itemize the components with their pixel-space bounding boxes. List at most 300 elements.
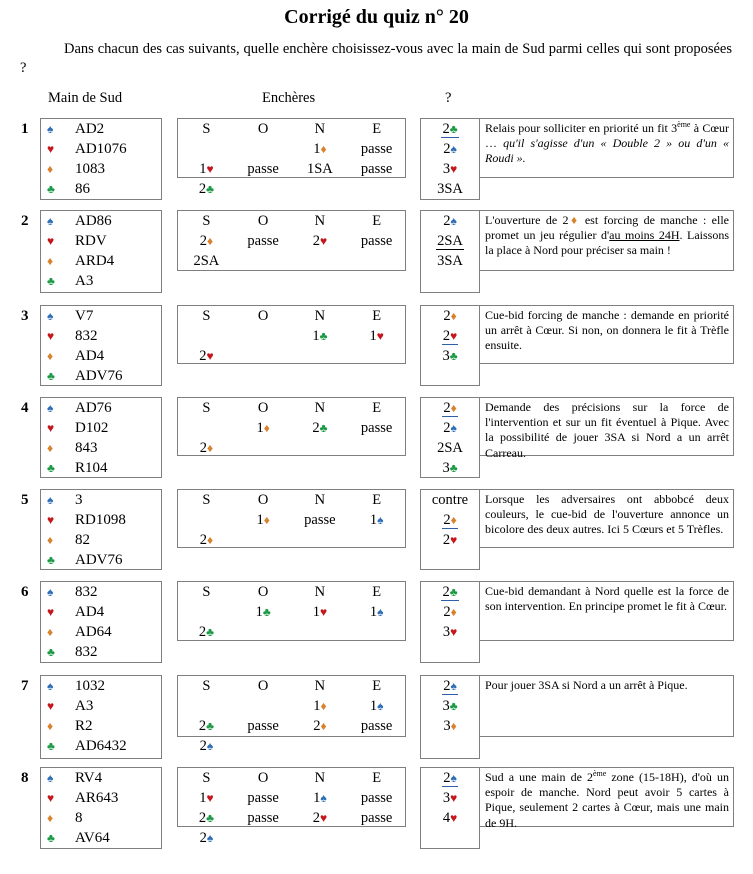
- south-hand: [40, 210, 162, 293]
- answer-option: [421, 211, 479, 231]
- comment-text: [479, 397, 734, 460]
- auction-column-header: S: [202, 770, 211, 786]
- answer-text: 3SA: [437, 181, 463, 197]
- spade-icon: ♠: [47, 214, 54, 228]
- problem-number: 3: [21, 308, 29, 324]
- comment-segment: zone (15-18H), d'où un espoir de manche. Nord peut avoir 5 cartes à Pique, seulement 2 cartes à Cœur, mais une main de 9H.: [485, 770, 729, 830]
- auction-bid: passe: [360, 420, 393, 436]
- auction-bid: [292, 736, 349, 756]
- auction-bid: passe: [360, 141, 393, 157]
- auction-bid: [348, 251, 405, 271]
- spade-icon: ♠: [47, 401, 54, 415]
- comment-text: [479, 305, 734, 364]
- auction-bid: [292, 231, 349, 251]
- header-question: ?: [445, 90, 452, 106]
- bid-level: 1: [369, 512, 378, 528]
- correct-answer: [421, 231, 479, 251]
- answer-option: [421, 458, 479, 478]
- auction-bid: 2SA: [193, 253, 220, 269]
- club-icon: ♣: [449, 461, 458, 475]
- club-icon: ♣: [449, 349, 458, 363]
- answer-options: [420, 397, 480, 478]
- spade-icon: ♠: [450, 679, 457, 693]
- hand-suit-row: [41, 582, 161, 602]
- bid-level: 2: [312, 233, 320, 249]
- diamond-icon: ♦: [47, 811, 54, 825]
- answer-text: [443, 161, 457, 177]
- heart-icon: ♥: [47, 605, 55, 619]
- auction-header: [178, 490, 405, 510]
- auction-bid: [178, 139, 235, 159]
- bid-level: 2: [199, 738, 207, 754]
- correct-answer: [421, 326, 479, 346]
- answer-text: [442, 698, 457, 714]
- auction-bid: [178, 828, 235, 848]
- bid-level: 2: [443, 420, 451, 436]
- spade-icon: ♠: [47, 771, 54, 785]
- answer-text: 3SA: [437, 253, 463, 269]
- answer-text: [443, 718, 456, 734]
- auction-bid: [348, 602, 405, 622]
- auction-header: [178, 582, 405, 602]
- answer-option: [421, 306, 479, 326]
- auction-bid: passe: [247, 233, 279, 249]
- auction-bid: [348, 696, 405, 716]
- bid-level: 1: [256, 512, 264, 528]
- auction-header: [178, 398, 405, 418]
- auction-bid: [235, 530, 292, 550]
- spade-icon: ♠: [206, 831, 214, 845]
- heart-icon: ♥: [319, 605, 328, 619]
- hand-cards: A3: [75, 698, 94, 714]
- diamond-icon: ♦: [450, 309, 457, 323]
- auction-table: [177, 397, 406, 456]
- hand-suit-row: [41, 211, 161, 231]
- bid-level: 2: [443, 400, 451, 416]
- auction-bid: [292, 179, 349, 199]
- hand-suit-row: [41, 398, 161, 418]
- comment-segment: Demande des précisions sur la force de l'intervention et sur un fit éventuel à Pique. Avec la possibilité de jouer 3SA si Nord a un arrêt Carreau.: [485, 400, 729, 460]
- auction-column-header: N: [314, 213, 326, 229]
- auction-bid: passe: [304, 512, 336, 528]
- bid-level: 1: [256, 420, 264, 436]
- hand-suit-row: [41, 119, 161, 139]
- comment-text: [479, 210, 734, 271]
- hand-cards: AD64: [75, 624, 112, 640]
- answer-option: [421, 179, 479, 199]
- auction-column-header: O: [257, 308, 269, 324]
- bid-level: 1: [313, 698, 321, 714]
- auction-bid: [292, 622, 349, 642]
- auction-bid: [292, 418, 349, 438]
- auction-bid: [348, 828, 405, 848]
- hand-cards: AR643: [75, 790, 119, 806]
- auction-bid: [235, 622, 292, 642]
- hand-suit-row: [41, 510, 161, 530]
- auction-column-header: O: [257, 678, 269, 694]
- diamond-icon: ♦: [568, 213, 580, 227]
- spade-icon: ♠: [47, 493, 54, 507]
- bid-level: 2: [442, 121, 450, 137]
- hand-suit-row: [41, 642, 161, 662]
- bid-level: 2: [443, 770, 451, 786]
- auction-bid: [235, 346, 292, 366]
- header-main-de-sud: Main de Sud: [48, 90, 123, 106]
- auction-bid: [178, 622, 235, 642]
- problem-number: 5: [21, 492, 29, 508]
- auction-bid: [235, 602, 292, 622]
- club-icon: ♣: [319, 421, 328, 435]
- heart-icon: ♥: [47, 513, 55, 527]
- bid-level: 2: [442, 328, 451, 344]
- comment-segment: est forcing de manche : elle promet un jeu régulier d': [485, 213, 730, 243]
- hand-suit-row: [41, 736, 161, 756]
- auction-bid: [292, 139, 349, 159]
- answer-option: [421, 530, 479, 550]
- comment-text: [479, 767, 734, 830]
- auction-bid: [178, 510, 235, 530]
- answer-text: [443, 624, 457, 640]
- south-hand: [40, 305, 162, 386]
- bid-level: 2: [199, 348, 207, 364]
- bid-level: 1: [369, 328, 377, 344]
- heart-icon: ♥: [450, 533, 458, 547]
- bid-level: 1: [313, 790, 321, 806]
- auction-column-header: N: [314, 770, 326, 786]
- club-icon: ♣: [262, 605, 271, 619]
- auction-bid: [348, 736, 405, 756]
- answer-option: [421, 716, 479, 736]
- comment-segment: au moins 24H: [609, 228, 680, 243]
- answer-text: [442, 460, 457, 476]
- auction-bid: [235, 828, 292, 848]
- auction-column-header: E: [372, 400, 382, 416]
- comment-text: [479, 675, 734, 737]
- auction-row: [178, 346, 405, 366]
- hand-suit-row: [41, 490, 161, 510]
- bid-level: 2: [442, 532, 451, 548]
- spade-icon: ♠: [450, 142, 457, 156]
- problem-number: 6: [21, 584, 29, 600]
- heart-icon: ♥: [47, 421, 55, 435]
- answer-options: [420, 767, 480, 849]
- hand-cards: AD4: [75, 348, 105, 364]
- hand-suit-row: [41, 326, 161, 346]
- club-icon: ♣: [206, 719, 214, 733]
- auction-column-header: O: [257, 584, 269, 600]
- auction-table: [177, 305, 406, 364]
- heart-icon: ♥: [47, 329, 55, 343]
- south-hand: [40, 581, 162, 663]
- hand-cards: 832: [75, 584, 98, 600]
- auction-column-header: S: [202, 400, 211, 416]
- hand-cards: D102: [75, 420, 109, 436]
- hand-suit-row: [41, 808, 161, 828]
- heart-icon: ♥: [47, 234, 55, 248]
- diamond-icon: ♦: [450, 401, 457, 415]
- answer-text: [442, 348, 457, 364]
- answer-text: [443, 420, 457, 436]
- auction-bid: passe: [360, 718, 393, 734]
- spade-icon: ♠: [450, 421, 457, 435]
- hand-suit-row: [41, 418, 161, 438]
- south-hand: [40, 489, 162, 570]
- bid-level: 2: [443, 678, 451, 694]
- diamond-icon: ♦: [47, 162, 54, 176]
- auction-bid: [292, 346, 349, 366]
- bid-level: 3: [442, 790, 451, 806]
- spade-icon: ♠: [47, 309, 54, 323]
- answer-option: [421, 251, 479, 271]
- bid-level: 2: [312, 420, 320, 436]
- bid-level: 2: [199, 830, 207, 846]
- auction-bid: [178, 438, 235, 458]
- spade-icon: ♠: [450, 214, 457, 228]
- answer-option: [421, 139, 479, 159]
- club-icon: ♣: [47, 182, 55, 196]
- hand-suit-row: [41, 716, 161, 736]
- auction-bid: [178, 326, 235, 346]
- hand-suit-row: [41, 458, 161, 478]
- comment-segment: à Cœur …: [485, 121, 729, 151]
- club-icon: ♣: [449, 585, 458, 599]
- bid-level: 2: [198, 810, 207, 826]
- bid-level: 1: [255, 604, 263, 620]
- hand-suit-row: [41, 231, 161, 251]
- auction-bid: [292, 602, 349, 622]
- auction-row: [178, 696, 405, 716]
- auction-row: [178, 530, 405, 550]
- diamond-icon: ♦: [263, 421, 270, 435]
- hand-cards: A3: [75, 273, 94, 289]
- auction-column-header: E: [372, 678, 382, 694]
- hand-suit-row: [41, 139, 161, 159]
- auction-bid: passe: [247, 718, 279, 734]
- auction-bid: [348, 510, 405, 530]
- heart-icon: ♥: [319, 234, 328, 248]
- hand-suit-row: [41, 366, 161, 386]
- hand-suit-row: [41, 346, 161, 366]
- auction-column-header: S: [202, 492, 211, 508]
- correct-answer: [421, 676, 479, 696]
- hand-suit-row: [41, 530, 161, 550]
- club-icon: ♣: [319, 329, 328, 343]
- auction-bid: [235, 736, 292, 756]
- spade-icon: ♠: [377, 605, 384, 619]
- bid-level: 2: [198, 624, 207, 640]
- bid-level: 3: [442, 624, 451, 640]
- heart-icon: ♥: [450, 625, 458, 639]
- auction-bid: [235, 418, 292, 438]
- answer-option: [421, 438, 479, 458]
- club-icon: ♣: [47, 645, 55, 659]
- diamond-icon: ♦: [450, 605, 457, 619]
- diamond-icon: ♦: [450, 719, 457, 733]
- bid-level: 2: [199, 532, 207, 548]
- auction-bid: [348, 530, 405, 550]
- spade-icon: ♠: [450, 771, 457, 785]
- diamond-icon: ♦: [47, 719, 54, 733]
- correct-answer: [421, 510, 479, 530]
- bid-level: 2: [198, 718, 207, 734]
- auction-column-header: O: [257, 400, 269, 416]
- answer-options: [420, 305, 480, 386]
- spade-icon: ♠: [206, 739, 214, 753]
- hand-cards: 8: [75, 810, 83, 826]
- south-hand: [40, 397, 162, 478]
- answer-option: [421, 808, 479, 828]
- diamond-icon: ♦: [47, 441, 54, 455]
- correct-answer: [421, 398, 479, 418]
- answer-options: [420, 118, 480, 200]
- auction-bid: [178, 788, 235, 808]
- bid-level: 1: [313, 141, 321, 157]
- bid-level: 1: [312, 328, 320, 344]
- hand-cards: 832: [75, 328, 98, 344]
- auction-bid: [235, 251, 292, 271]
- auction-column-header: S: [202, 584, 211, 600]
- answer-text: 2SA: [437, 440, 463, 456]
- hand-suit-row: [41, 271, 161, 291]
- auction-column-header: N: [314, 400, 326, 416]
- hand-cards: AD2: [75, 121, 105, 137]
- south-hand: [40, 675, 162, 759]
- bid-level: 2: [199, 440, 207, 456]
- diamond-icon: ♦: [320, 719, 327, 733]
- auction-table: [177, 675, 406, 754]
- bid-level: 2: [442, 584, 450, 600]
- hand-suit-row: [41, 251, 161, 271]
- auction-column-header: N: [314, 584, 326, 600]
- hand-suit-row: [41, 438, 161, 458]
- auction-row: [178, 179, 405, 199]
- auction-bid: [348, 622, 405, 642]
- auction-bid: [235, 179, 292, 199]
- auction-row: [178, 736, 405, 756]
- bid-level: 4: [442, 810, 451, 826]
- auction-bid: passe: [247, 161, 279, 177]
- comment-segment: Cue-bid forcing de manche : demande en priorité un arrêt à Cœur. Si non, on donnera le fit à Trèfle ensuite.: [485, 308, 729, 353]
- auction-bid: [235, 510, 292, 530]
- answer-option: [421, 418, 479, 438]
- correct-answer: [421, 582, 479, 602]
- problem-number: 2: [21, 213, 29, 229]
- auction-table: [177, 210, 406, 271]
- spade-icon: ♠: [320, 791, 327, 805]
- auction-column-header: E: [372, 308, 382, 324]
- correct-answer: [421, 119, 479, 139]
- club-icon: ♣: [47, 369, 55, 383]
- heart-icon: ♥: [206, 349, 214, 363]
- bid-level: 1: [312, 604, 320, 620]
- comment-text: [479, 489, 734, 548]
- answer-text: [443, 532, 457, 548]
- hand-cards: R104: [75, 460, 108, 476]
- hand-suit-row: [41, 602, 161, 622]
- hand-cards: RV4: [75, 770, 103, 786]
- spade-icon: ♠: [377, 699, 384, 713]
- auction-bid: [292, 716, 349, 736]
- heart-icon: ♥: [450, 811, 458, 825]
- auction-column-header: O: [257, 770, 269, 786]
- auction-column-header: S: [202, 308, 211, 324]
- answer-option: [421, 788, 479, 808]
- auction-table: [177, 118, 406, 197]
- auction-bid: [348, 346, 405, 366]
- diamond-icon: ♦: [206, 234, 214, 248]
- club-icon: ♣: [206, 625, 214, 639]
- hand-suit-row: [41, 788, 161, 808]
- bid-level: 3: [442, 460, 450, 476]
- club-icon: ♣: [449, 122, 458, 136]
- club-icon: ♣: [206, 811, 214, 825]
- hand-cards: RDV: [75, 233, 107, 249]
- answer-text: [442, 328, 458, 345]
- comment-text: [479, 118, 734, 178]
- auction-bid: passe: [247, 810, 279, 826]
- spade-icon: ♠: [377, 513, 384, 527]
- auction-bid: [178, 808, 235, 828]
- comment-segment: . Laissons la place à Nord pour préciser sa main !: [485, 228, 730, 258]
- answer-text: 2SA: [437, 233, 463, 249]
- auction-row: [178, 231, 405, 251]
- auction-bid: [235, 696, 292, 716]
- diamond-icon: ♦: [47, 533, 54, 547]
- answer-text: [443, 213, 457, 229]
- auction-column-header: S: [202, 678, 211, 694]
- hand-suit-row: [41, 828, 161, 848]
- heart-icon: ♥: [319, 811, 328, 825]
- auction-column-header: N: [314, 121, 326, 137]
- club-icon: ♣: [47, 274, 55, 288]
- comment-segment: Sud a une main de 2: [485, 770, 593, 784]
- answer-option: [421, 622, 479, 642]
- diamond-icon: ♦: [47, 349, 54, 363]
- problem-number: 4: [21, 400, 29, 416]
- auction-bid: [348, 438, 405, 458]
- answer-text: [443, 604, 456, 620]
- diamond-icon: ♦: [47, 254, 54, 268]
- hand-cards: RD1098: [75, 512, 126, 528]
- hand-cards: 82: [75, 532, 90, 548]
- heart-icon: ♥: [47, 699, 55, 713]
- comment-segment: qu'il s'agisse d'un « Double 2 » ou d'un « Roudi ».: [485, 136, 729, 166]
- answer-options: [420, 581, 480, 663]
- auction-column-header: N: [314, 678, 326, 694]
- club-icon: ♣: [449, 699, 458, 713]
- spade-icon: ♠: [47, 679, 54, 693]
- answer-option: [421, 490, 479, 510]
- club-icon: ♣: [206, 182, 214, 196]
- hand-cards: AD1076: [75, 141, 127, 157]
- hand-cards: 1032: [75, 678, 105, 694]
- south-hand: [40, 118, 162, 200]
- bid-level: 2: [312, 810, 320, 826]
- auction-bid: [292, 326, 349, 346]
- hand-cards: ARD4: [75, 253, 115, 269]
- hand-suit-row: [41, 768, 161, 788]
- hand-cards: 86: [75, 181, 90, 197]
- auction-bid: [292, 438, 349, 458]
- auction-table: [177, 767, 406, 846]
- hand-cards: AD6432: [75, 738, 127, 754]
- auction-column-header: E: [372, 492, 382, 508]
- answer-option: [421, 602, 479, 622]
- auction-column-header: E: [372, 213, 382, 229]
- auction-bid: [178, 736, 235, 756]
- diamond-icon: ♦: [450, 513, 457, 527]
- problem-number: 1: [21, 121, 29, 137]
